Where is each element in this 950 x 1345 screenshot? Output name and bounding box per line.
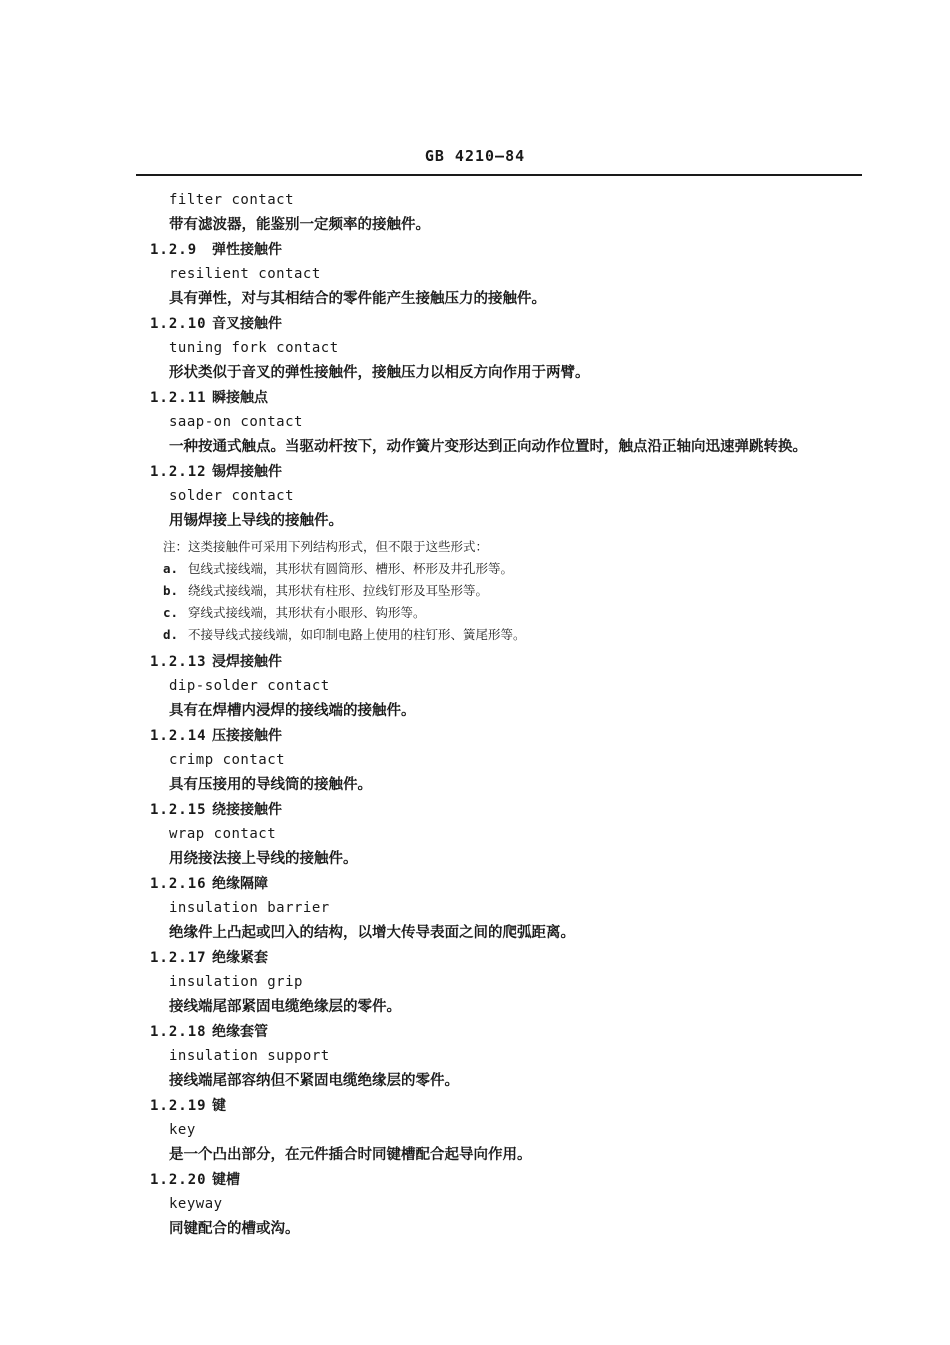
definition: 带有滤波器，能鉴别一定频率的接触件。 xyxy=(169,216,430,233)
english-term: dip-solder contact xyxy=(169,678,330,694)
entry-term: 压接接触件 xyxy=(212,728,282,744)
entry-heading xyxy=(150,872,860,896)
definition: 一种按通式触点。当驱动杆按下，动作簧片变形达到正向动作位置时，触点沿正轴向迅速弹跳转换。 xyxy=(169,438,807,455)
english-term: tuning fork contact xyxy=(169,340,339,356)
entry-term: 绝缘紧套 xyxy=(212,950,268,966)
entry-heading xyxy=(150,724,860,748)
definition: 具有在焊槽内浸焊的接线端的接触件。 xyxy=(169,702,416,719)
entry-heading xyxy=(150,238,860,262)
english-term: solder contact xyxy=(169,488,295,504)
entry-term: 弹性接触件 xyxy=(212,242,282,258)
note xyxy=(163,536,860,646)
document-code: GB 4210—84 xyxy=(424,147,526,165)
entry-term: 键槽 xyxy=(212,1172,240,1188)
entry-heading xyxy=(150,1168,860,1192)
note-item xyxy=(163,624,860,646)
entry-term: 瞬接触点 xyxy=(212,390,268,406)
header-rule xyxy=(136,174,862,176)
entry-number: 1.2.10 xyxy=(150,316,207,332)
entry-heading xyxy=(150,798,860,822)
entry-term: 键 xyxy=(212,1098,226,1114)
entry-heading xyxy=(150,386,860,410)
definition: 是一个凸出部分，在元件插合时同键槽配合起导向作用。 xyxy=(169,1146,532,1163)
entry-heading xyxy=(150,946,860,970)
entry-number: 1.2.16 xyxy=(150,876,207,892)
definition: 绝缘件上凸起或凹入的结构，以增大传导表面之间的爬弧距离。 xyxy=(169,924,575,941)
entry-term: 锡焊接触件 xyxy=(212,464,282,480)
entry-number: 1.2.11 xyxy=(150,390,207,406)
note-item-text: 绕线式接线端，其形状有柱形、拉线钉形及耳坠形等。 xyxy=(188,583,489,598)
entry-heading xyxy=(150,1094,860,1118)
entry-number: 1.2.12 xyxy=(150,464,207,480)
term-entry xyxy=(150,460,860,534)
note-item-label: b. xyxy=(163,583,179,598)
entry-number: 1.2.18 xyxy=(150,1024,207,1040)
definition: 接线端尾部紧固电缆绝缘层的零件。 xyxy=(169,998,401,1015)
english-term: resilient contact xyxy=(169,266,321,282)
english-term: insulation support xyxy=(169,1048,330,1064)
english-term: crimp contact xyxy=(169,752,286,768)
term-entry xyxy=(150,1168,860,1242)
note-intro: 注：这类接触件可采用下列结构形式，但不限于这些形式： xyxy=(163,539,489,554)
entry-number: 1.2.17 xyxy=(150,950,207,966)
entry-number: 1.2.20 xyxy=(150,1172,207,1188)
entry-number: 1.2.19 xyxy=(150,1098,207,1114)
note-item-label: d. xyxy=(163,627,179,642)
note-item-text: 不接导线式接线端，如印制电路上使用的柱钉形、簧尾形等。 xyxy=(188,627,526,642)
entry-term: 音叉接触件 xyxy=(212,316,282,332)
entry-number: 1.2.13 xyxy=(150,654,207,670)
term-entry xyxy=(150,650,860,724)
entry-heading xyxy=(150,1020,860,1044)
entry-heading xyxy=(150,650,860,674)
english-term: keyway xyxy=(169,1196,223,1212)
note-item xyxy=(163,580,860,602)
definition: 具有弹性，对与其相结合的零件能产生接触压力的接触件。 xyxy=(169,290,546,307)
english-term: filter contact xyxy=(169,192,295,208)
entry-term: 绝缘套管 xyxy=(212,1024,268,1040)
note-item-label: c. xyxy=(163,605,179,620)
entry-number: 1.2.14 xyxy=(150,728,207,744)
definition: 具有压接用的导线筒的接触件。 xyxy=(169,776,372,793)
term-entry xyxy=(150,1094,860,1168)
entry-heading xyxy=(150,312,860,336)
term-entry xyxy=(150,386,860,460)
note-item xyxy=(163,602,860,624)
note-item-text: 包线式接线端，其形状有圆筒形、槽形、杯形及井孔形等。 xyxy=(188,561,514,576)
entry-heading xyxy=(150,460,860,484)
english-term: insulation barrier xyxy=(169,900,330,916)
term-entry xyxy=(150,946,860,1020)
term-entry xyxy=(150,724,860,798)
term-entry xyxy=(150,312,860,386)
definition: 用锡焊接上导线的接触件。 xyxy=(169,512,343,529)
definition: 同键配合的槽或沟。 xyxy=(169,1220,300,1237)
note-items xyxy=(163,558,860,646)
term-entry xyxy=(150,872,860,946)
english-term: wrap contact xyxy=(169,826,277,842)
definition: 接线端尾部容纳但不紧固电缆绝缘层的零件。 xyxy=(169,1072,459,1089)
note-item-label: a. xyxy=(163,561,179,576)
entry-number: 1.2.15 xyxy=(150,802,207,818)
entry-list xyxy=(150,650,860,1242)
english-term: key xyxy=(169,1122,196,1138)
definition: 形状类似于音叉的弹性接触件，接触压力以相反方向作用于两臂。 xyxy=(169,364,590,381)
entry-term: 浸焊接触件 xyxy=(212,654,282,670)
page-body xyxy=(150,188,860,1242)
definition: 用绕接法接上导线的接触件。 xyxy=(169,850,358,867)
english-term: saap-on contact xyxy=(169,414,303,430)
term-entry xyxy=(150,238,860,312)
entry-term: 绕接接触件 xyxy=(212,802,282,818)
term-entry xyxy=(150,1020,860,1094)
entry-number: 1.2.9 xyxy=(150,242,198,258)
entry-list xyxy=(150,238,860,534)
english-term: insulation grip xyxy=(169,974,303,990)
entry-term: 绝缘隔障 xyxy=(212,876,268,892)
note-item xyxy=(163,558,860,580)
note-item-text: 穿线式接线端，其形状有小眼形、钩形等。 xyxy=(188,605,426,620)
term-entry xyxy=(150,798,860,872)
